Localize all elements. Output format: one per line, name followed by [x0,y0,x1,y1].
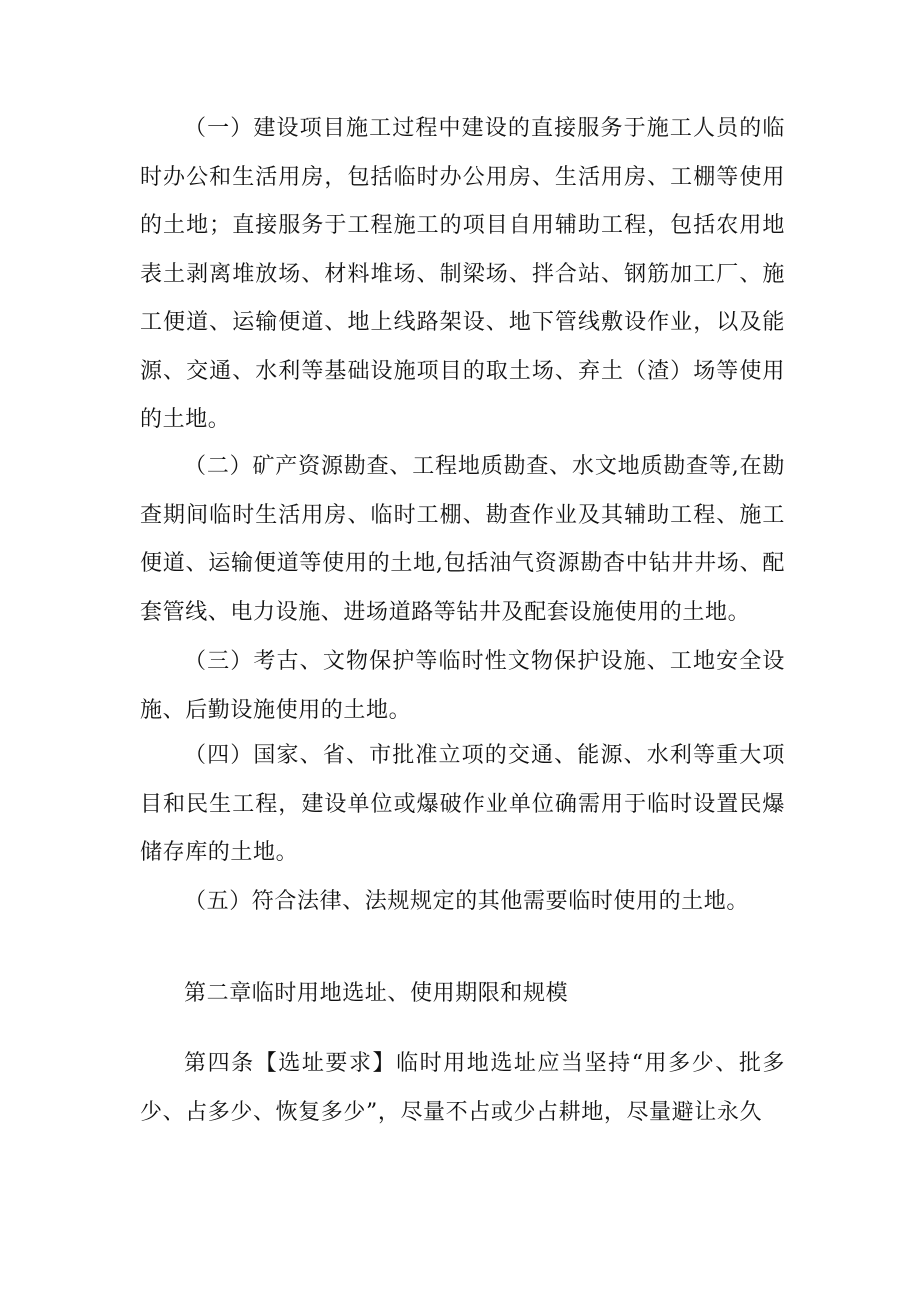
chapter-heading: 第二章临时用地选址、使用期限和规模 [184,981,569,1006]
article-paragraph: 第四条【选址要求】临时用地选址应当坚持“用多少、批多少、占多少、恢复多少”，尽量不占或少占耕地，尽量避让永久 [140,1051,785,1125]
paragraph-item-4: （四）国家、省、市批准立项的交通、能源、水利等重大项目和民生工程，建设单位或爆破作业单位确需用于临时设置民爆储存库的土地。 [140,743,785,865]
paragraph-item-5: （五）符合法律、法规规定的其他需要临时使用的土地。 [184,889,750,914]
paragraph-item-1: （一）建设项目施工过程中建设的直接服务于施工人员的临时办公和生活用房，包括临时办公用房、生活用房、工棚等使用的土地；直接服务于工程施工的项目自用辅助工程，包括农用地表土剥离堆放场、材料堆场、制梁场、拌合站、钢筋加工厂、施工便道、运输便道、地上线路架设、地下管线敷设作业，以及能源、交通、水利等基础设施项目的取土场、弃土（渣）场等使用的土地。 [140,116,785,432]
paragraph-item-3: （三）考古、文物保护等临时性文物保护设施、工地安全设施、后勤设施使用的土地。 [140,649,785,723]
paragraph-item-2: （二）矿产资源勘查、工程地质勘查、水文地质勘查等,在勘查期间临时生活用房、临时工棚、勘查作业及其辅助工程、施工便道、运输便道等使用的土地,包括油气资源勘杳中钻井井场、配套管线、电力设施、进场道路等钻井及配套设施使用的土地。 [140,454,785,625]
